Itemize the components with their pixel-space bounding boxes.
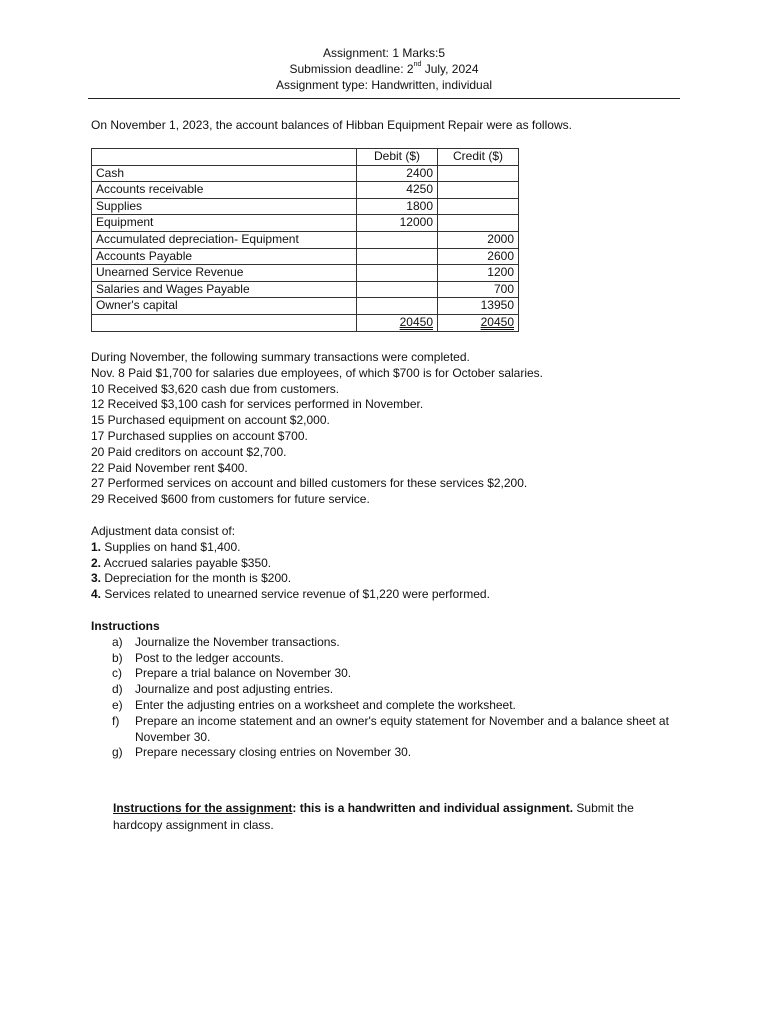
table-row (92, 215, 519, 232)
instruction-item (91, 682, 680, 698)
adjustment-item (91, 571, 490, 587)
adjustment-item (91, 556, 490, 572)
instruction-item (91, 635, 680, 651)
adjustments-section (91, 524, 490, 603)
table-row (92, 298, 519, 315)
credit-value: 1200 (438, 265, 519, 282)
header-divider (88, 98, 680, 99)
transaction-item: 12 Received $3,100 cash for services performed in November. (91, 397, 424, 412)
instruction-letter: f) (112, 713, 120, 728)
transaction-item: Nov. 8 Paid $1,700 for salaries due employees, of which $700 is for October salaries. (91, 365, 544, 380)
total-label-cell (92, 314, 357, 331)
debit-value (357, 248, 438, 265)
transactions-section (91, 350, 543, 508)
account-name: Accounts receivable (92, 182, 357, 199)
adjustment-text: Services related to unearned service revenue of $1,220 were performed. (101, 587, 490, 602)
instructions-heading: Instructions (91, 619, 160, 633)
instruction-item (91, 666, 680, 682)
table-row (92, 281, 519, 298)
table-total-row (92, 314, 519, 331)
transaction-item: 10 Received $3,620 cash due from customers. (91, 381, 340, 396)
account-column-header (92, 149, 357, 166)
instruction-item (91, 714, 680, 746)
instruction-text: Journalize the November transactions. (135, 634, 340, 649)
total-credit: 20450 (438, 314, 519, 331)
instruction-letter: b) (112, 650, 123, 665)
instruction-letter: c) (112, 666, 122, 681)
account-name: Equipment (92, 215, 357, 232)
instructions-section (91, 619, 680, 761)
instruction-letter: g) (112, 745, 123, 760)
instruction-letter: a) (112, 634, 123, 649)
account-name: Accumulated depreciation- Equipment (92, 231, 357, 248)
intro-text: On November 1, 2023, the account balances of Hibban Equipment Repair were as follows. (91, 118, 572, 132)
credit-column-header: Credit ($) (438, 149, 519, 166)
assignment-title: Assignment: 1 Marks:5 (322, 46, 446, 60)
debit-value: 2400 (357, 165, 438, 182)
adjustment-text: Accrued salaries payable $350. (101, 555, 272, 570)
transaction-item: 22 Paid November rent $400. (91, 460, 248, 475)
table-row (92, 198, 519, 215)
credit-value: 700 (438, 281, 519, 298)
adjustment-number: 3. (91, 571, 102, 586)
table-row (92, 182, 519, 199)
adjustment-text: Supplies on hand $1,400. (101, 539, 241, 554)
instructions-list (91, 635, 680, 761)
note-colon: : (292, 801, 300, 815)
account-balances-table (91, 148, 519, 332)
credit-value (438, 165, 519, 182)
instruction-letter: d) (112, 682, 123, 697)
instruction-text: Post to the ledger accounts. (135, 650, 284, 665)
transaction-item: 27 Performed services on account and billed customers for these services $2,200. (91, 476, 528, 491)
adjustment-number: 1. (91, 539, 102, 554)
debit-value (357, 298, 438, 315)
transaction-item: 17 Purchased supplies on account $700. (91, 428, 308, 443)
debit-value: 1800 (357, 198, 438, 215)
note-bold-text: this is a handwritten and individual assignment. (299, 801, 574, 815)
account-name: Unearned Service Revenue (92, 265, 357, 282)
credit-value: 2000 (438, 231, 519, 248)
account-name: Salaries and Wages Payable (92, 281, 357, 298)
adjustment-item (91, 540, 490, 556)
table-row (92, 265, 519, 282)
submission-deadline: Submission deadline: 2nd July, 2024 (289, 61, 479, 76)
debit-value (357, 281, 438, 298)
account-name: Cash (92, 165, 357, 182)
instruction-item (91, 745, 680, 761)
instruction-text: Enter the adjusting entries on a worksheet and complete the worksheet. (135, 697, 516, 712)
debit-value: 4250 (357, 182, 438, 199)
adjustment-item (91, 587, 490, 603)
adjustments-heading: Adjustment data consist of: (91, 524, 236, 538)
table-row (92, 231, 519, 248)
assignment-note (113, 800, 673, 834)
adjustment-number: 4. (91, 587, 102, 602)
instruction-letter: e) (112, 697, 123, 712)
table-header-row (92, 149, 519, 166)
instruction-text: Prepare necessary closing entries on November 30. (135, 745, 412, 760)
transaction-item: 20 Paid creditors on account $2,700. (91, 444, 287, 459)
instruction-item (91, 698, 680, 714)
instruction-text: Prepare a trial balance on November 30. (135, 666, 352, 681)
total-debit: 20450 (357, 314, 438, 331)
assignment-header (0, 45, 768, 93)
adjustment-number: 2. (91, 555, 102, 570)
debit-value (357, 265, 438, 282)
credit-value (438, 182, 519, 199)
account-name: Supplies (92, 198, 357, 215)
account-name: Owner's capital (92, 298, 357, 315)
transactions-heading: During November, the following summary transactions were completed. (91, 350, 470, 364)
credit-value (438, 215, 519, 232)
credit-value (438, 198, 519, 215)
instruction-text: Prepare an income statement and an owner's equity statement for November and a balance sheet at November 30. (135, 713, 669, 744)
note-label: Instructions for the assignment (113, 801, 293, 815)
credit-value: 13950 (438, 298, 519, 315)
debit-column-header: Debit ($) (357, 149, 438, 166)
transaction-item: 15 Purchased equipment on account $2,000. (91, 413, 330, 428)
account-name: Accounts Payable (92, 248, 357, 265)
assignment-type: Assignment type: Handwritten, individual (275, 78, 493, 92)
debit-value: 12000 (357, 215, 438, 232)
adjustment-text: Depreciation for the month is $200. (101, 571, 292, 586)
note-rest: Submit the hardcopy assignment in class. (113, 801, 634, 832)
transaction-item: 29 Received $600 from customers for future service. (91, 492, 370, 507)
table-row (92, 165, 519, 182)
debit-value (357, 231, 438, 248)
table-row (92, 248, 519, 265)
credit-value: 2600 (438, 248, 519, 265)
instruction-text: Journalize and post adjusting entries. (135, 682, 334, 697)
instruction-item (91, 651, 680, 667)
